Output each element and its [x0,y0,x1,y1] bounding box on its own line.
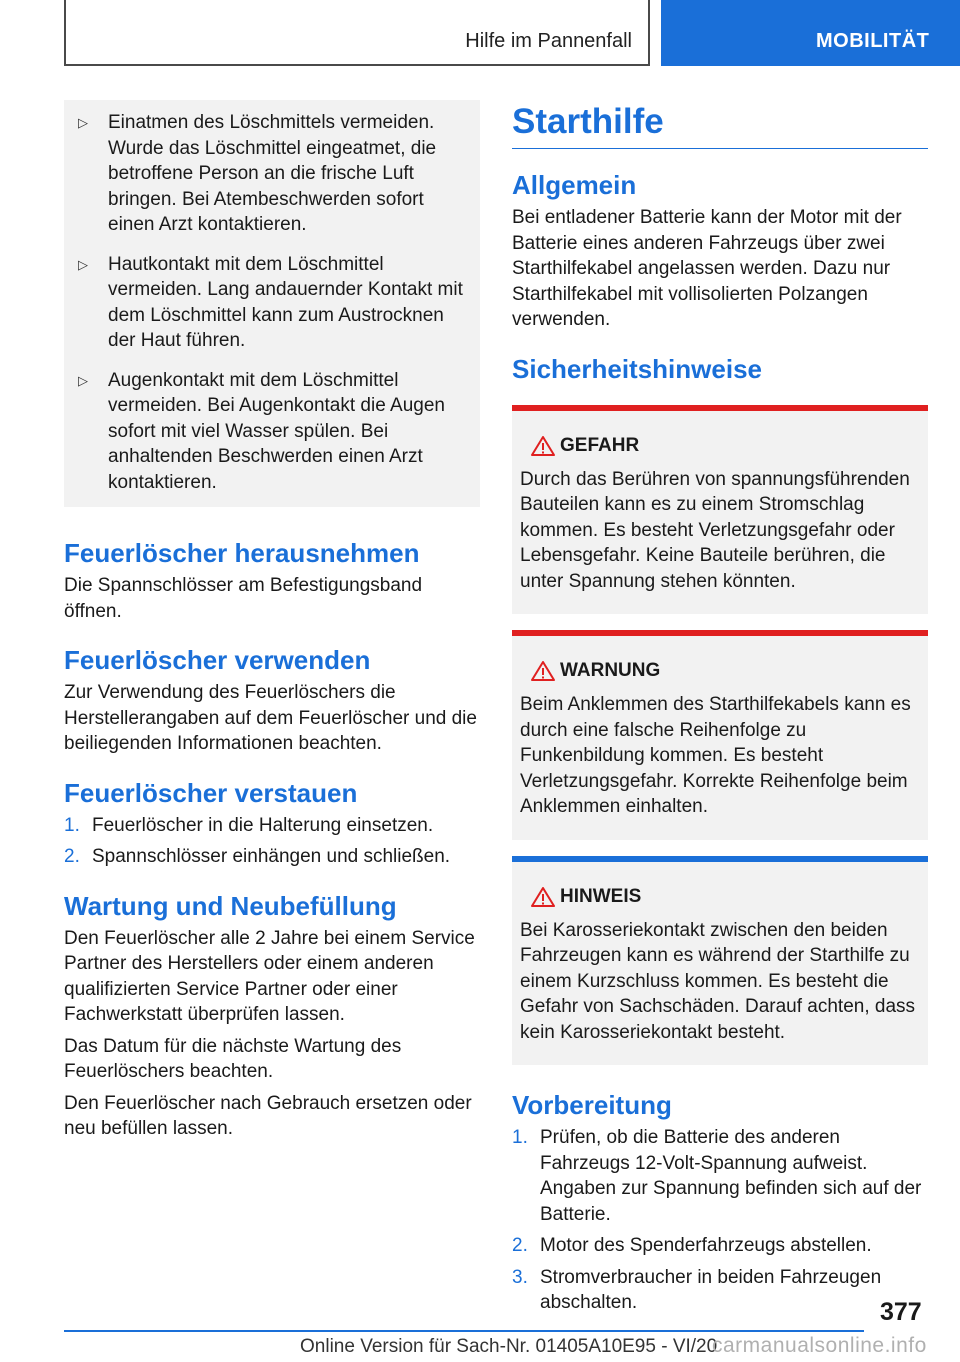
footer-online-version: Online Version für Sach-Nr. 01405A10E95 - VI/20 [300,1336,718,1357]
page-number: 377 [880,1298,922,1326]
triangle-bullet-icon: ▷ [78,372,88,388]
section-text: Die Spannschlösser am Befestigungsband öffnen. [64,575,423,622]
section-remove [64,537,480,624]
section-heading: Allgemein [512,170,637,200]
notice-label: HINWEIS [560,885,642,907]
section-prep [512,1089,928,1316]
section-general [512,169,928,333]
warning-triangle-icon [520,886,560,908]
step-item [64,813,480,839]
right-column [512,100,928,1336]
step-text: Motor des Spenderfahrzeugs abstellen. [540,1235,872,1256]
bullet-item [78,366,464,498]
section-text: Den Feuerlöscher alle 2 Jahre bei einem Service Partner des Herstellers oder einem anderen qualifizierten Service Partner oder einer Fachwerkstatt überprüfen lassen. [64,927,475,1025]
section-safety [512,353,928,1066]
bullet-text: Einatmen des Löschmittels vermeiden. Wurde das Löschmittel eingeatmet, die betroffene Person an die frische Luft bringen. Bei Atembeschwerden sofort einen Arzt kontaktieren. [108,112,437,235]
header-frame [64,0,650,66]
notice-text: Durch das Berühren von spannungsführenden Bauteilen kann es zu einem Stromschlag kommen. Es besteht Verletzungsgefahr oder Lebensgefahr. Keine Bauteile berühren, die unter Spannung stehen könnten. [520,468,910,592]
warning-triangle-icon [520,435,560,457]
step-text: Prüfen, ob die Batterie des anderen Fahrzeugs 12-Volt-Spannung aufweist. Angaben zur Spannung befinden sich auf der Batterie. [540,1127,922,1225]
step-number: 2. [512,1235,528,1256]
safety-bullets-box [64,100,480,507]
step-item [512,1125,928,1227]
step-number: 3. [512,1266,528,1288]
header-chapter-label: MOBILITÄT [816,30,930,52]
watermark: carmanualsonline.info [712,1334,927,1357]
section-heading: Wartung und Neubefüllung [64,890,397,921]
notice-text: Beim Anklemmen des Starthilfekabels kann es durch eine falsche Reihenfolge zu Funkenbildung kommen. Es besteht Verletzungsgefahr. Korrekte Reihenfolge beim Anklemmen einhalten. [520,694,911,817]
header-chapter-tab [661,0,960,66]
section-stow [64,777,480,870]
section-text: Bei entladener Batterie kann der Motor mit der Batterie eines anderen Fahrzeugs über zwei Starthilfekabel angelassen werden. Dazu nur Starthilfekabel mit vollisolierten Polzangen verwenden. [512,207,902,330]
left-column [64,100,480,1162]
section-heading: Sicherheitshinweise [512,353,762,384]
step-text: Stromverbraucher in beiden Fahrzeugen abschalten. [540,1266,882,1313]
bullet-item [78,250,464,366]
section-text: Den Feuerlöscher nach Gebrauch ersetzen oder neu befüllen lassen. [64,1092,472,1139]
step-list [64,813,480,870]
notice-label: WARNUNG [560,660,661,681]
step-item [512,1265,928,1316]
step-item [64,844,480,870]
step-item [512,1233,928,1259]
section-heading: Feuerlöscher verstauen [64,777,358,808]
section-heading: Vorbereitung [512,1090,672,1120]
chapter-title: Starthilfe [512,100,928,149]
triangle-bullet-icon: ▷ [78,256,88,272]
step-number: 2. [64,846,80,867]
section-text: Zur Verwendung des Feuerlöschers die Herstellerangaben auf dem Feuerlöscher und die beiliegenden Informationen beachten. [64,682,477,754]
warning-triangle-icon [520,660,560,682]
notice-header [520,433,920,459]
notice-header [520,884,920,910]
header-section-title: Hilfe im Pannenfall [465,30,632,52]
section-service [64,890,480,1142]
section-heading: Feuerlöscher herausnehmen [64,538,420,568]
notice-label: GEFAHR [560,434,640,456]
section-heading: Feuerlöscher verwenden [64,645,371,675]
triangle-bullet-icon: ▷ [78,115,88,130]
bullet-text: Hautkontakt mit dem Löschmittel vermeiden. Lang andauernder Kontakt mit dem Löschmittel kann zum Austrocknen der Haut führen. [108,253,463,351]
step-number: 1. [64,814,80,836]
notice-header [520,658,920,684]
step-text: Feuerlöscher in die Halterung einsetzen. [92,814,434,836]
bullet-text: Augenkontakt mit dem Löschmittel vermeiden. Bei Augenkontakt die Augen sofort mit viel Wasser spülen. Bei anhaltenden Beschwerden einen Arzt kontaktieren. [108,369,445,493]
step-list [512,1125,928,1316]
section-text: Das Datum für die nächste Wartung des Feuerlöschers beachten. [64,1035,402,1082]
step-text: Spannschlösser einhängen und schließen. [92,846,451,867]
info-notice [512,856,928,1066]
warning-notice [512,630,928,840]
step-number: 1. [512,1127,528,1148]
section-use [64,644,480,757]
danger-notice [512,405,928,615]
bullet-item [78,108,464,250]
footer-divider [64,1330,864,1332]
notice-text: Bei Karosseriekontakt zwischen den beiden Fahrzeugen kann es während der Starthilfe zu einem Kurzschluss kommen. Es besteht die Gefahr von Sachschäden. Darauf achten, dass kein Karosseriekontakt besteht. [520,919,916,1043]
